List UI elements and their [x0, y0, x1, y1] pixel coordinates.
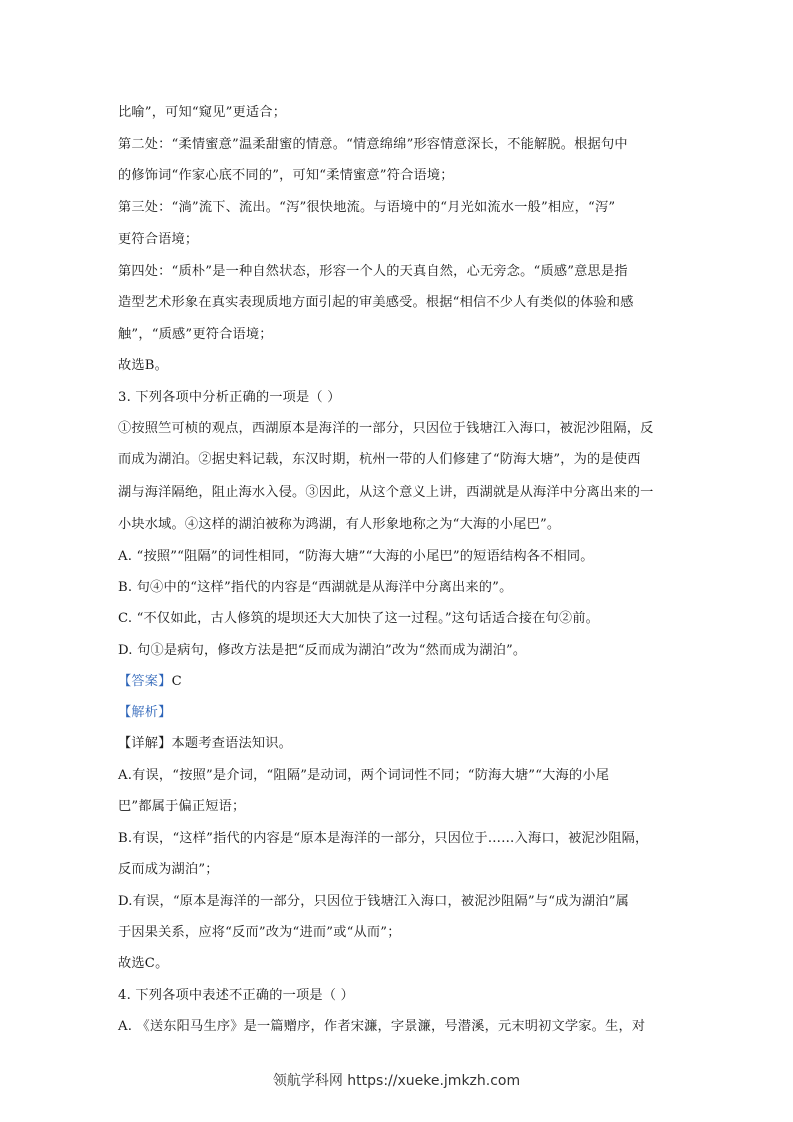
text-line: 第四处：“质朴”是一种自然状态，形容一个人的天真自然，心无旁念。“质感”意思是指	[118, 264, 628, 279]
analysis-label: 【解析】	[118, 705, 172, 720]
text-line: 【详解】本题考查语法知识。	[118, 736, 293, 751]
option-b: B. 句④中的“这样”指代的内容是“西湖就是从海洋中分离出来的”。	[118, 580, 513, 595]
text-line: 更符合语境；	[118, 232, 199, 247]
text-line: 触”，“质感”更符合语境；	[118, 327, 273, 342]
text-line: 湖与海洋隔绝，阻止海水入侵。③因此，从这个意义上讲，西湖就是从海洋中分离出来的一	[118, 485, 654, 500]
option-a: A. “按照”“阻隔”的词性相同，“防海大塘”“大海的小尾巴”的短语结构各不相同。	[118, 549, 594, 564]
answer-line	[118, 673, 182, 691]
text-line: 第二处：“柔情蜜意”温柔甜蜜的情意。“情意绵绵”形容情意深长，不能解脱。根据句中	[118, 137, 628, 152]
text-line: 小块水域。④这样的湖泊被称为鸿湖，有人形象地称之为“大海的小尾巴”。	[118, 517, 561, 532]
question-3-title: 3. 下列各项中分析正确的一项是（ ）	[118, 390, 341, 405]
text-line: B.有误，“这样”指代的内容是“原本是海洋的一部分，只因位于……入海口，被泥沙阻隔，	[118, 831, 649, 846]
text-line: A. 《送东阳马生序》是一篇赠序，作者宋濂，字景濂，号潜溪，元末明初文学家。生，对	[118, 1019, 646, 1034]
text-line: ①按照竺可桢的观点，西湖原本是海洋的一部分，只因位于钱塘江入海口，被泥沙阻隔，反	[118, 421, 654, 436]
answer-value: C	[171, 674, 182, 689]
text-line: A.有误，“按照”是介词，“阻隔”是动词，两个词词性不同；“防海大塘”“大海的小尾	[118, 768, 610, 783]
text-line: 故选C。	[118, 956, 169, 971]
text-line: 而成为湖泊。②据史料记载，东汉时期，杭州一带的人们修建了“防海大塘”，为的是使西	[118, 452, 641, 467]
text-line: 于因果关系，应将“反而”改为“进而”或“从而”；	[118, 925, 401, 940]
answer-label: 【答案】	[118, 674, 172, 689]
question-4-title: 4. 下列各项中表述不正确的一项是（ ）	[118, 988, 354, 1003]
option-c: C. “不仅如此，古人修筑的堤坝还大大加快了这一过程。”这句话适合接在句②前。	[118, 611, 600, 626]
text-line: D.有误，“原本是海洋的一部分，只因位于钱塘江入海口，被泥沙阻隔”与“成为湖泊”属	[118, 894, 630, 909]
text-line: 比喻”，可知“窥见”更适合；	[118, 105, 287, 120]
text-line: 反而成为湖泊”；	[118, 862, 219, 877]
option-d: D. 句①是病句，修改方法是把“反而成为湖泊”改为“然而成为湖泊”。	[118, 643, 527, 658]
page-footer: 领航学科网 https://xueke.jmkzh.com	[272, 1073, 521, 1089]
text-line: 的修饰词“作家心底不同的”，可知“柔情蜜意”符合语境；	[118, 168, 454, 183]
text-line: 巴”都属于偏正短语；	[118, 799, 246, 814]
text-line: 造型艺术形象在真实表现质地方面引起的审美感受。根据“相信不少人有类似的体验和感	[118, 295, 634, 310]
text-line: 第三处：“淌”流下、流出。“泻”很快地流。与语境中的“月光如流水一般”相应，“泻”	[118, 200, 616, 215]
text-line: 故选B。	[118, 358, 169, 373]
